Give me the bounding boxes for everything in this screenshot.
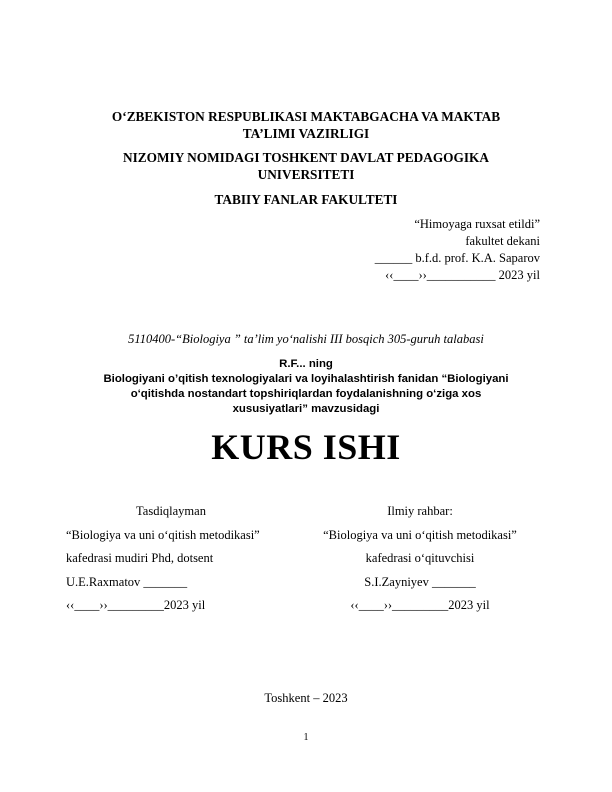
supervisor-line-1: “Biologiya va uni o‘qitish metodikasi” — [323, 527, 517, 542]
ministry-line-1: O‘ZBEKISTON RESPUBLIKASI MAKTABGACHA VA MAKTAB — [111, 109, 501, 124]
approval-line-4: ‹‹____››___________ 2023 yil — [385, 268, 540, 282]
topic-block — [0, 372, 612, 417]
approval-line-1: “Himoyaga ruxsat etildi” — [414, 217, 540, 231]
approval-line-2: fakultet dekani — [465, 234, 540, 248]
supervisor-line-2: kafedrasi o‘qituvchisi — [365, 551, 475, 565]
university-line-1: NIZOMIY NOMIDAGI TOSHKENT DAVLAT PEDAGOGIKA — [123, 150, 489, 165]
approval-block — [375, 216, 540, 284]
university-heading — [0, 149, 612, 183]
university-line-2: UNIVERSITETI — [257, 167, 355, 182]
topic-line-3: xususiyatlari” mavzusidagi — [232, 403, 380, 415]
ministry-line-2: TA’LIMI VAZIRLIGI — [242, 126, 370, 141]
city-year: Toshkent – 2023 — [264, 691, 348, 705]
topic-line-2: o‘qitishda nostandart topshiriqlardan foydalanishning o‘ziga xos — [130, 388, 482, 400]
approval-line-3: ______ b.f.d. prof. K.A. Saparov — [374, 251, 540, 265]
page-number: 1 — [303, 732, 309, 743]
student-name: R.F... ning — [279, 358, 333, 370]
approver-heading: Tasdiqlayman — [136, 504, 206, 518]
approver-line-4: ‹‹____››_________2023 yil — [66, 598, 206, 612]
approver-line-1: “Biologiya va uni o‘qitish metodikasi” — [66, 527, 260, 542]
supervisor-column — [305, 500, 535, 618]
document-title: KURS ISHI — [211, 427, 401, 467]
faculty-heading: TABIIY FANLAR FAKULTETI — [214, 192, 398, 207]
topic-line-1: Biologiyani o’qitish texnologiyalari va loyihalashtirish fanidan “Biologiyani — [103, 373, 509, 385]
supervisor-line-3: S.I.Zayniyev _______ — [364, 574, 476, 589]
approver-column — [66, 500, 296, 618]
approver-line-3: U.E.Raxmatov _______ — [66, 574, 188, 589]
ministry-heading — [0, 108, 612, 142]
supervisor-heading: Ilmiy rahbar: — [387, 504, 453, 518]
student-group-line: 5110400-“Biologiya ” ta’lim yo‘nalishi III bosqich 305-guruh talabasi — [128, 332, 484, 346]
supervisor-line-4: ‹‹____››_________2023 yil — [350, 598, 490, 612]
approver-line-2: kafedrasi mudiri Phd, dotsent — [66, 551, 214, 565]
